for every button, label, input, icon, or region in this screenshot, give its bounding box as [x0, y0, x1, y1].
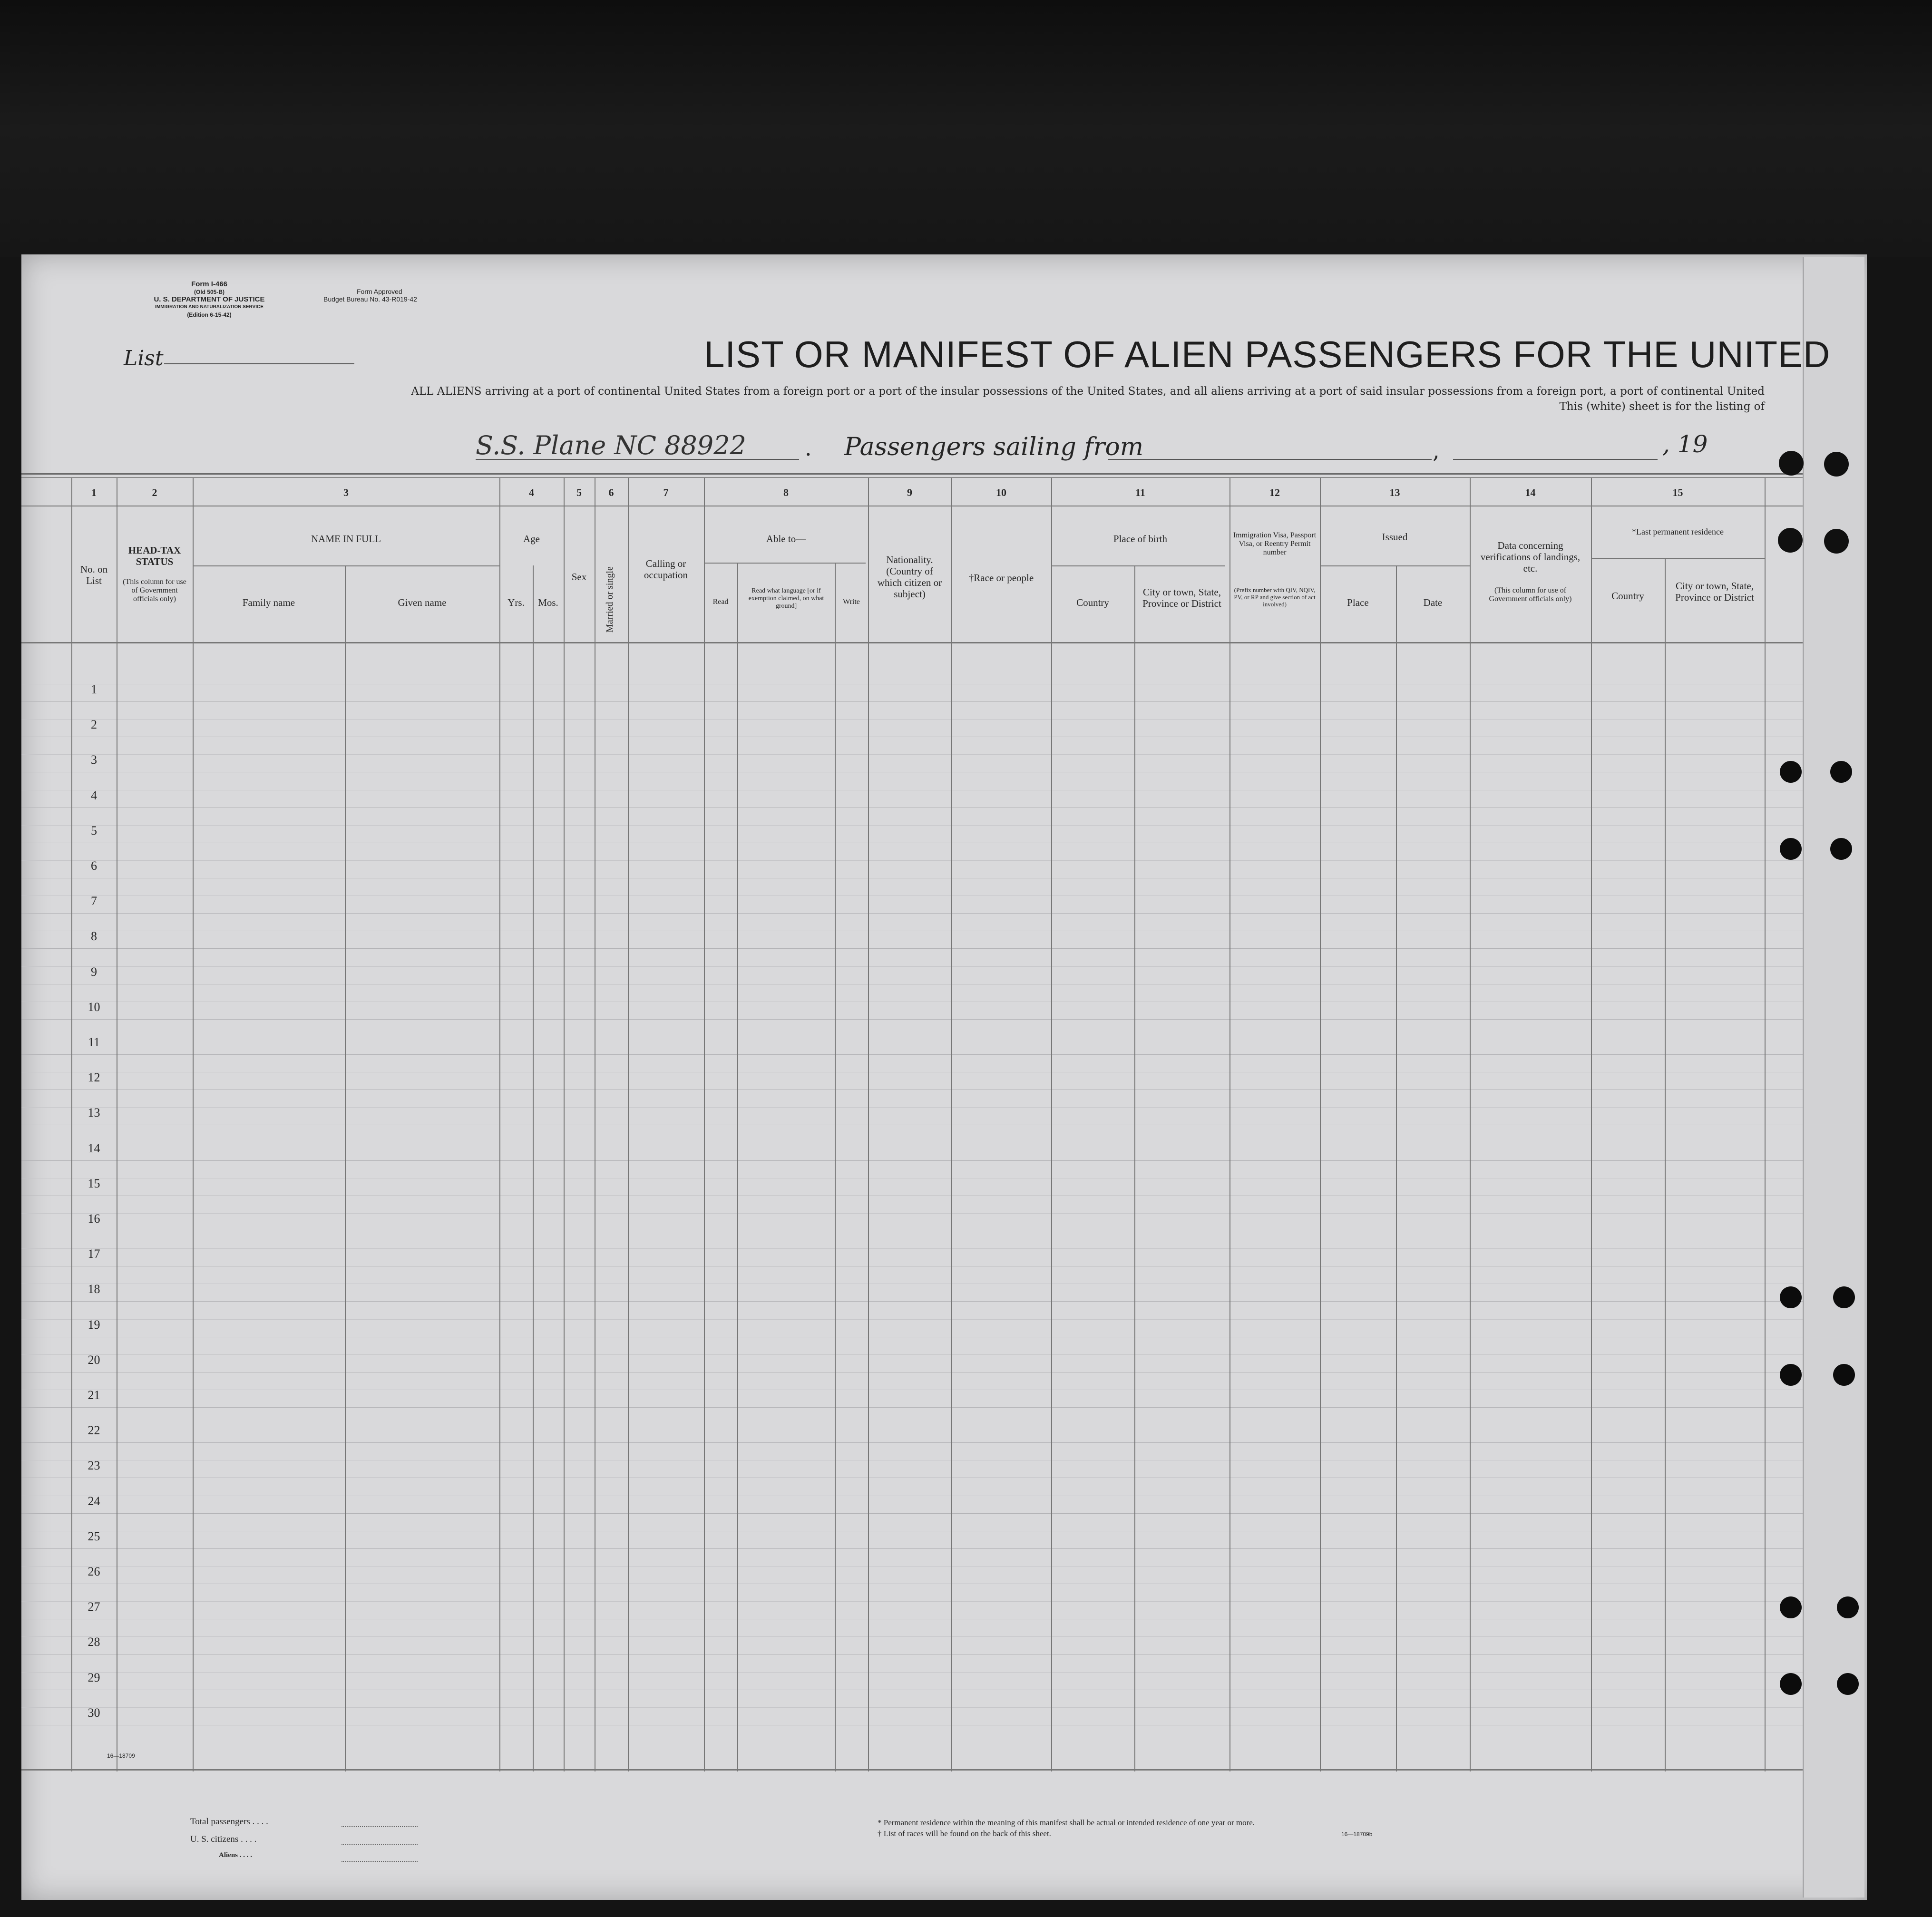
header-bottom-rule: [21, 642, 1803, 643]
row-number: 19: [88, 1317, 100, 1332]
col-divider: [533, 565, 534, 1771]
list-number-line: [164, 363, 354, 364]
separator-comma: ,: [1433, 438, 1440, 463]
row-number: 27: [88, 1600, 100, 1614]
col-divider: [345, 565, 346, 1771]
form-number: Form I-466: [191, 280, 227, 288]
row-number: 22: [88, 1423, 100, 1438]
issued-subheader-rule: [1320, 565, 1470, 566]
aliens-line: [342, 1861, 418, 1862]
col-divider: [1134, 565, 1135, 1771]
row-number: 17: [88, 1247, 100, 1261]
issued-header: Issued: [1382, 531, 1408, 543]
instruction-line: ALL ALIENS arriving at a port of continental United States from a foreign port or a port of the insular possessions of the United States, and all aliens arriving at a port of said insular possessions from a foreign port, a port of continental United: [411, 385, 1765, 398]
col-number: 6: [608, 487, 614, 498]
row-number: 5: [91, 823, 97, 837]
row-half-rule: [21, 1601, 1803, 1602]
row-number: 7: [91, 894, 97, 908]
row-rule: [21, 1301, 1803, 1302]
row-half-rule: [21, 1672, 1803, 1673]
scan-background: [0, 0, 1932, 257]
given-name-header: Given name: [398, 597, 447, 608]
birth-subheader-rule: [1051, 565, 1225, 566]
punch-hole: [1779, 451, 1804, 476]
residence-country-header: Country: [1611, 590, 1644, 602]
punch-hole: [1780, 761, 1802, 783]
row-half-rule: [21, 1636, 1803, 1637]
row-rule: [21, 1442, 1803, 1443]
year-prefix: , 19: [1662, 430, 1708, 458]
col-divider: [193, 478, 194, 1771]
row-number: 30: [88, 1705, 100, 1720]
row-half-rule: [21, 719, 1803, 720]
col-divider: [499, 478, 500, 1771]
row-number: 25: [88, 1529, 100, 1543]
col-divider: [1765, 478, 1766, 1771]
row-half-rule: [21, 825, 1803, 826]
residence-subheader-rule: [1591, 558, 1765, 559]
col-divider: [1051, 478, 1052, 1771]
read-header: Read: [712, 598, 729, 606]
race-header: †Race or people: [968, 572, 1034, 584]
col-divider: [737, 563, 738, 1771]
col-number: 8: [783, 487, 789, 498]
aliens-label: Aliens . . . .: [219, 1851, 253, 1859]
visa-note: (Prefix number with QIV, NQIV, PV, or RP and give section of act involved): [1234, 586, 1316, 608]
row-number: 26: [88, 1565, 100, 1578]
row-half-rule: [21, 1107, 1803, 1108]
list-label: List: [124, 346, 164, 370]
total-passengers-line: [342, 1826, 418, 1827]
row-number: 8: [91, 929, 97, 944]
punch-hole: [1833, 1286, 1855, 1308]
col-number: 7: [663, 487, 669, 498]
punch-hole: [1780, 838, 1802, 860]
row-rule: [21, 1054, 1803, 1055]
us-citizens-line: [342, 1844, 418, 1845]
nationality-header: Nationality. (Country of which citizen or subject): [877, 554, 942, 600]
row-rule: [21, 948, 1803, 949]
form-approved: Form Approved: [357, 288, 402, 295]
punch-hole: [1830, 761, 1852, 783]
row-number: 14: [88, 1141, 100, 1155]
total-passengers-label: Total passengers . . . .: [190, 1817, 268, 1827]
row-number: 20: [88, 1353, 100, 1367]
budget-bureau: Budget Bureau No. 43-R019-42: [323, 295, 417, 303]
row-number: 23: [88, 1459, 100, 1473]
row-rule: [21, 1548, 1803, 1549]
sex-header: Sex: [571, 571, 587, 583]
col-number: 9: [907, 487, 912, 498]
punch-hole: [1824, 529, 1849, 554]
row-number: 4: [91, 788, 97, 802]
punch-hole: [1830, 838, 1852, 860]
row-half-rule: [21, 1566, 1803, 1567]
col-number: 14: [1525, 487, 1536, 498]
col-number: 2: [152, 487, 157, 498]
row-rule: [21, 1407, 1803, 1408]
col-divider: [951, 478, 952, 1771]
married-single-header: Married or single: [605, 566, 615, 633]
row-rule: [21, 1513, 1803, 1514]
col-number: 4: [529, 487, 534, 498]
col-divider: [1229, 478, 1230, 1771]
col-number: 15: [1672, 487, 1683, 498]
name-subheader-rule: [193, 565, 499, 566]
row-rule: [21, 701, 1803, 702]
birth-country-header: Country: [1076, 597, 1109, 608]
sailing-date-line: [1453, 459, 1658, 460]
yrs-header: Yrs.: [507, 597, 525, 608]
punch-hole: [1780, 1673, 1802, 1695]
row-rule: [21, 1160, 1803, 1161]
ship-name-line: [476, 459, 799, 460]
row-number: 6: [91, 859, 97, 873]
col-number: 3: [343, 487, 349, 498]
visa-header: Immigration Visa, Passport Visa, or Reentry Permit number: [1233, 531, 1317, 556]
read-language-header: Read what language [or if exemption claimed, on what ground]: [748, 587, 824, 610]
able-subheader-rule: [704, 563, 866, 564]
row-number: 21: [88, 1388, 100, 1402]
manifest-table: [21, 478, 1803, 1771]
col-number: 11: [1135, 487, 1145, 498]
row-half-rule: [21, 966, 1803, 967]
row-number: 29: [88, 1670, 100, 1684]
passengers-sailing-label: Passengers sailing from: [844, 433, 1144, 461]
calling-header: Calling or occupation: [644, 558, 688, 581]
residence-city-header: City or town, State, Province or District: [1675, 580, 1754, 603]
sailing-port-line: [1108, 459, 1432, 460]
service-name: IMMIGRATION AND NATURALIZATION SERVICE: [155, 304, 263, 310]
row-number: 10: [88, 1000, 100, 1014]
issued-place-header: Place: [1347, 597, 1369, 608]
form-approval: [323, 288, 466, 303]
row-half-rule: [21, 860, 1803, 861]
next-page-edge: [1803, 257, 1864, 1898]
row-number: 1: [91, 682, 97, 696]
col-number: 13: [1389, 487, 1400, 498]
col-divider: [868, 478, 869, 1771]
family-name-header: Family name: [242, 597, 295, 608]
issued-date-header: Date: [1423, 597, 1443, 608]
footer-code: 16—18709b: [1341, 1831, 1373, 1838]
form-identification: [114, 281, 304, 319]
row-number: 15: [88, 1176, 100, 1190]
col-number: 1: [91, 487, 97, 498]
residence-footnote: * Permanent residence within the meaning of this manifest shall be actual or intended residence of one year or more.: [878, 1818, 1255, 1827]
print-code: 16—18709: [107, 1752, 135, 1759]
row-half-rule: [21, 754, 1803, 755]
row-number: 18: [88, 1282, 100, 1296]
col-divider: [1320, 478, 1321, 1771]
write-header: Write: [843, 598, 860, 606]
row-number: 13: [88, 1106, 100, 1120]
able-to-header: Able to—: [766, 533, 806, 545]
mos-header: Mos.: [538, 597, 558, 608]
department-name: U. S. DEPARTMENT OF JUSTICE: [154, 295, 265, 303]
place-of-birth-header: Place of birth: [1113, 533, 1168, 545]
us-citizens-label: U. S. citizens . . . .: [190, 1834, 257, 1844]
header-rule: [21, 473, 1803, 475]
col-divider: [1665, 558, 1666, 1771]
col-divider: [628, 478, 629, 1771]
punch-hole: [1778, 528, 1803, 553]
separator-dot: .: [805, 435, 812, 461]
row-number: 3: [91, 753, 97, 767]
head-tax-note: (This column for use of Government officials only): [123, 578, 186, 603]
punch-hole: [1780, 1364, 1802, 1386]
row-rule: [21, 1019, 1803, 1020]
row-half-rule: [21, 1707, 1803, 1708]
row-number: 28: [88, 1635, 100, 1649]
col-divider: [1470, 478, 1471, 1771]
punch-hole: [1824, 452, 1849, 477]
col-number: 5: [576, 487, 582, 498]
col-divider: [704, 478, 705, 1771]
col-divider: [1591, 478, 1592, 1771]
col-divider: [1396, 565, 1397, 1771]
white-sheet-line: This (white) sheet is for the listing of: [1559, 400, 1765, 413]
data-concerning-note: (This column for use of Government officials only): [1489, 586, 1572, 603]
row-number: 12: [88, 1070, 100, 1085]
row-number: 11: [88, 1035, 100, 1049]
no-on-list-header: No. on List: [80, 564, 108, 586]
col-divider: [564, 478, 565, 1771]
row-number: 16: [88, 1212, 100, 1226]
birth-city-header: City or town, State, Province or District: [1142, 586, 1221, 609]
name-in-full-header: NAME IN FULL: [311, 533, 381, 545]
punch-hole: [1837, 1596, 1859, 1618]
col-number: 10: [996, 487, 1006, 498]
row-number: 2: [91, 718, 97, 732]
row-number: 24: [88, 1494, 100, 1508]
row-half-rule: [21, 1248, 1803, 1249]
punch-hole: [1780, 1596, 1802, 1618]
punch-hole: [1833, 1364, 1855, 1386]
edition: (Edition 6-15-42): [187, 311, 232, 318]
col-divider: [835, 563, 836, 1771]
row-rule: [21, 913, 1803, 914]
row-half-rule: [21, 1319, 1803, 1320]
form-code: (Old 505-B): [194, 289, 224, 295]
row-number: 9: [91, 964, 97, 979]
head-tax-header: HEAD-TAX STATUS: [128, 545, 181, 567]
col-number: 12: [1269, 487, 1280, 498]
age-header: Age: [523, 533, 540, 545]
row-half-rule: [21, 1213, 1803, 1214]
punch-hole: [1780, 1286, 1802, 1308]
data-concerning-header: Data concerning verifications of landings, etc.: [1480, 540, 1581, 574]
ship-name-handwritten: S.S. Plane NC 88922: [476, 430, 746, 460]
table-bottom-rule: [21, 1769, 1803, 1771]
race-footnote: † List of races will be found on the back of this sheet.: [878, 1829, 1051, 1838]
row-half-rule: [21, 1354, 1803, 1355]
last-residence-header: *Last permanent residence: [1632, 527, 1724, 536]
punch-hole: [1837, 1673, 1859, 1695]
page-title: LIST OR MANIFEST OF ALIEN PASSENGERS FOR THE UNITED: [704, 333, 1831, 375]
row-half-rule: [21, 895, 1803, 896]
